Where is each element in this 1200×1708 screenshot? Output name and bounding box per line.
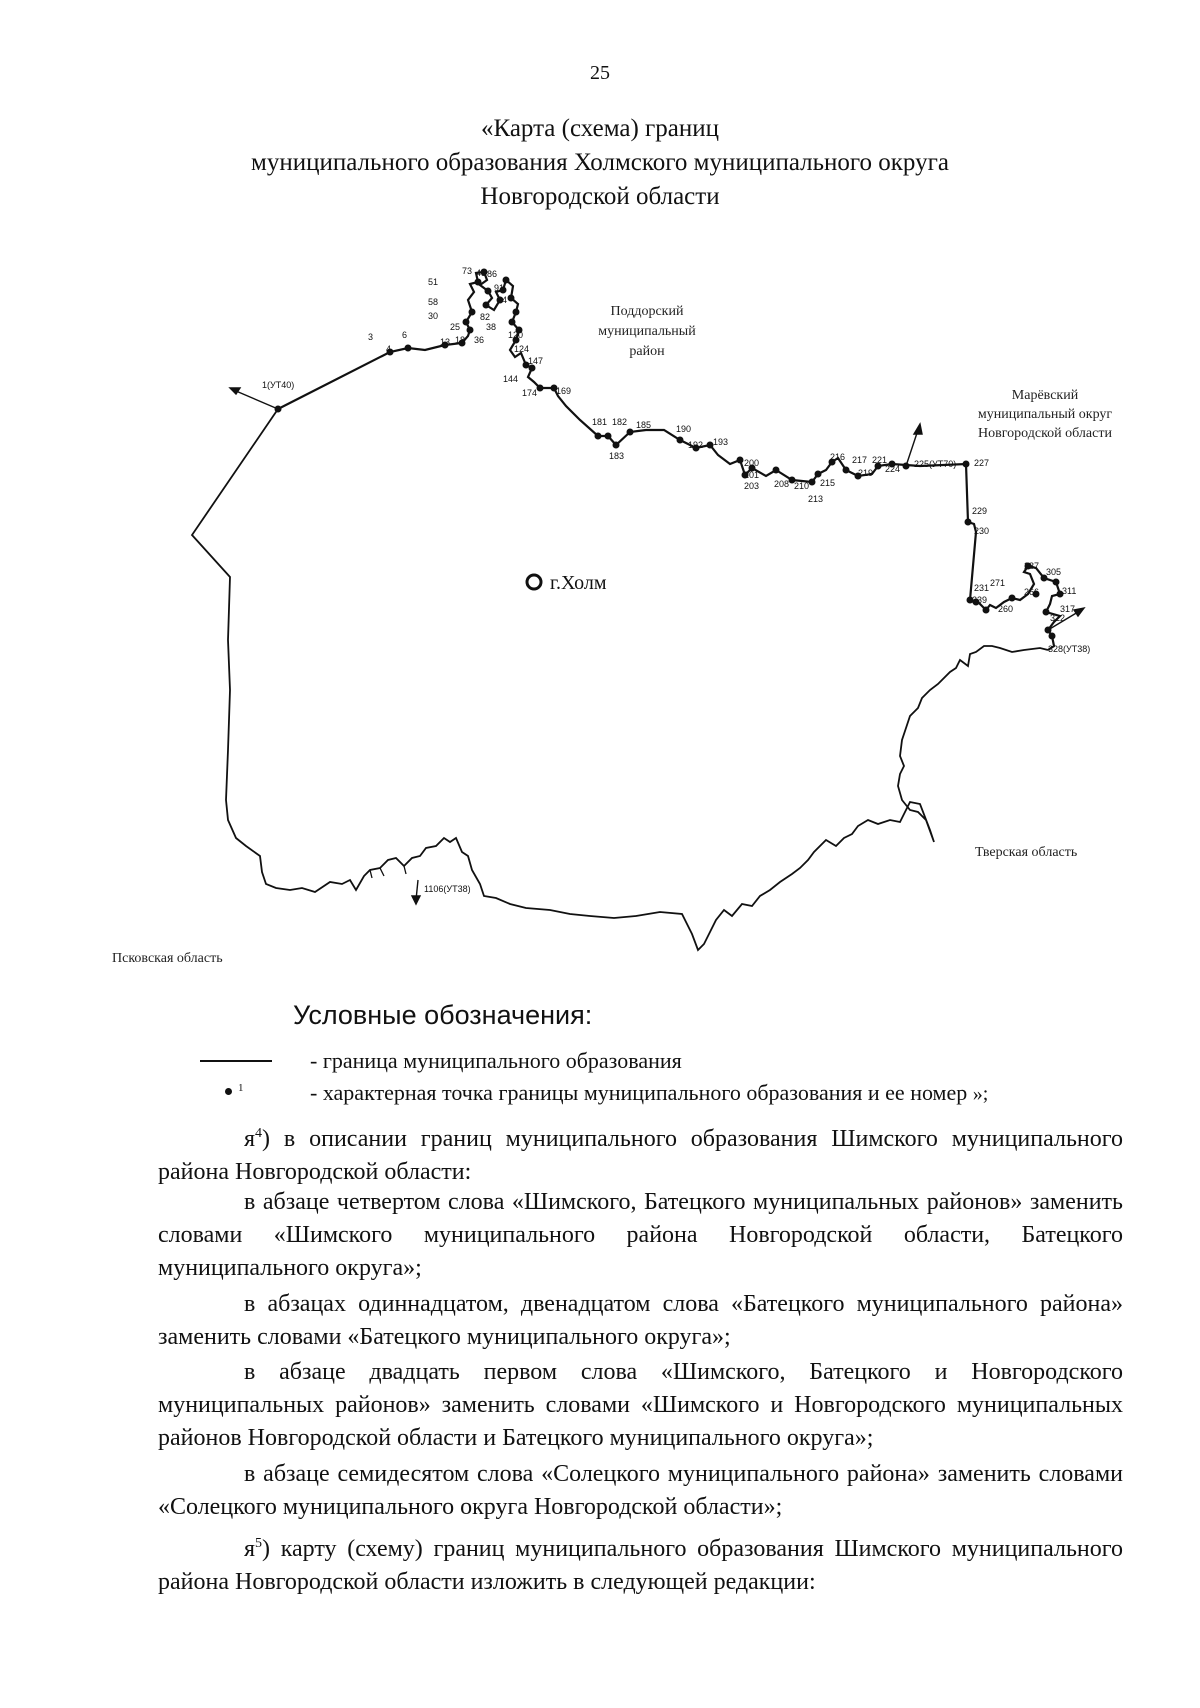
point-label: 231: [974, 583, 990, 593]
point-label: 217: [852, 455, 868, 465]
point-label: 181: [592, 417, 608, 427]
title-line-3: Новгородской области: [480, 183, 720, 210]
point-label: 193: [713, 437, 729, 447]
para-text: ) карту (схему) границ муниципального образования Шимского муниципального района Новгородской области изложить в следующей редакции:: [158, 1536, 1123, 1595]
point-label: 239: [972, 595, 988, 605]
boundary-map: [0, 240, 1200, 980]
point-label: 317: [1060, 604, 1076, 614]
legend-row-point: [200, 1080, 1130, 1110]
page-number: 25: [590, 62, 610, 84]
point-label: 182: [612, 417, 628, 427]
legend-line-desc: - граница муниципального образования: [310, 1048, 682, 1073]
paragraph-abzac-21: в абзаце двадцать первом слова «Шимского, Батецкого и Новгородского муниципальных районов» заменить словами «Шимского и Новгородского муниципальных районов Новгородской области и Батецкого муниципального округа»;: [158, 1359, 1123, 1451]
neighbor-marevsky-line3: Новгородской области: [978, 426, 1112, 441]
para-text: ) в описании границ муниципального образования Шимского муниципального района Новгородской области:: [158, 1126, 1123, 1185]
neighbor-poddorsky-line3: район: [629, 344, 665, 359]
point-label: 25: [450, 322, 461, 332]
point-label: 230: [974, 526, 990, 536]
point-label: 192: [688, 440, 704, 450]
point-label: 215: [820, 478, 836, 488]
neighbor-poddorsky-line1: Поддорский: [610, 304, 684, 319]
point-label: 4: [386, 344, 392, 354]
legend-point-num: 1: [238, 1082, 244, 1094]
point-label: 38: [486, 322, 497, 332]
point-label: 86: [487, 269, 498, 279]
point-label: 305: [1046, 567, 1062, 577]
point-label: 1106(УТ38): [424, 884, 471, 894]
point-label: 266: [1024, 587, 1040, 597]
city-label: г.Холм: [550, 572, 607, 594]
city-marker-icon: [527, 575, 541, 589]
document-title: [0, 112, 1200, 214]
legend-point-icon: [225, 1088, 232, 1095]
point-label: 169: [556, 386, 572, 396]
neighbor-marevsky-line1: Марёвский: [1011, 388, 1079, 403]
point-label: 147: [528, 356, 544, 366]
paragraph-abzac-70: в абзаце семидесятом слова «Солецкого муниципального района» заменить словами «Солецкого муниципального округа Новгородской области»;: [158, 1461, 1123, 1520]
para-superscript: 5: [255, 1536, 263, 1551]
boundary-line-south: [192, 409, 1048, 950]
neighbor-pskov: Псковская область: [112, 951, 223, 966]
point-label: 213: [808, 494, 824, 504]
point-label: 210: [794, 481, 810, 491]
point-label: 208: [774, 479, 790, 489]
point-label: 224: [885, 464, 901, 474]
legend-row-line: [200, 1048, 1100, 1078]
point-label: 328(УТ38): [1048, 644, 1091, 654]
point-label: 82: [480, 312, 491, 322]
point-label: 144: [503, 374, 519, 384]
para-prefix: я: [244, 1536, 256, 1562]
point-label: 322: [1050, 613, 1066, 623]
point-label: 190: [676, 424, 692, 434]
paragraph-ya4: [158, 1117, 1123, 1189]
point-label: 229: [972, 506, 988, 516]
point-label: 36: [474, 335, 485, 345]
title-line-2: муниципального образования Холмского муниципального округа: [251, 149, 949, 176]
legend-point-desc-text: - характерная точка границы муниципального образования и ее номер: [310, 1080, 968, 1105]
point-label: 30: [428, 311, 439, 321]
para-prefix: я: [244, 1126, 256, 1152]
paragraph-abzac-11-12: в абзацах одиннадцатом, двенадцатом слова «Батецкого муниципального района» заменить словами «Батецкого муниципального округа»;: [158, 1291, 1123, 1350]
point-label: 203: [744, 481, 760, 491]
point-label: 227: [974, 458, 990, 468]
point-label: 120: [508, 330, 524, 340]
paragraph-abzac-4: в абзаце четвертом слова «Шимского, Батецкого муниципальных районов» заменить словами «Шимского муниципального района Новгородской области, Батецкого муниципального округа»;: [158, 1189, 1123, 1281]
point-label: 58: [428, 297, 439, 307]
point-label: 219: [858, 468, 874, 478]
point-label: 260: [998, 604, 1014, 614]
point-label: 73: [462, 266, 473, 276]
point-label: 6: [402, 330, 408, 340]
point-label: 124: [514, 344, 530, 354]
point-label: 200: [744, 458, 760, 468]
paragraph-ya5: [158, 1527, 1123, 1599]
point-label: 183: [609, 451, 625, 461]
point-label: 185: [636, 420, 652, 430]
title-line-1: «Карта (схема) границ: [480, 115, 720, 142]
point-label: 271: [990, 578, 1006, 588]
point-label: 287: [1024, 561, 1040, 571]
point-label: 201: [744, 470, 760, 480]
point-label: 45: [476, 268, 487, 278]
point-label: 91: [494, 283, 505, 293]
point-labels: [262, 266, 1090, 894]
boundary-detail: [370, 866, 406, 878]
neighbor-tver: Тверская область: [975, 845, 1078, 860]
neighbor-marevsky-line2: муниципальный округ: [977, 407, 1113, 422]
point-label: 225(УТ70): [914, 459, 957, 469]
point-label: 3: [368, 332, 374, 342]
point-label: 1(УТ40): [262, 380, 295, 390]
legend-title: Условные обозначения:: [293, 1000, 593, 1030]
point-label: 51: [428, 277, 439, 287]
legend-line-swatch: [200, 1060, 272, 1062]
point-label: 13: [440, 337, 451, 347]
point-label: 216: [830, 452, 846, 462]
para-superscript: 4: [255, 1126, 263, 1141]
point-label: 311: [1062, 586, 1077, 596]
point-label: 174: [522, 388, 538, 398]
legend-point-desc: [310, 1080, 988, 1106]
neighbor-poddorsky-line2: муниципальный: [598, 324, 696, 339]
point-label: 18: [455, 335, 466, 345]
legend-point-suffix: »;: [972, 1083, 989, 1105]
point-label: 221: [872, 455, 888, 465]
point-label: 84: [497, 295, 508, 305]
